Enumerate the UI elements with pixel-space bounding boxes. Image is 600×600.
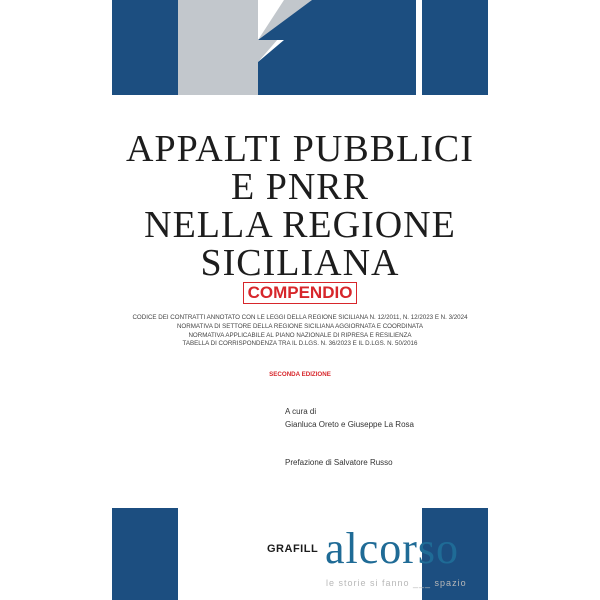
cover-bottom-left-block	[112, 508, 178, 600]
curated-by-label: A cura di	[285, 407, 317, 416]
compendio-label: COMPENDIO	[243, 282, 358, 304]
description-line: CODICE DEI CONTRATTI ANNOTATO CON LE LEGGI DELLA REGIONE SICILIANA N. 12/2011, N. 12/2023 E N. 3/2024	[132, 314, 468, 321]
title-line: SICILIANA	[200, 242, 400, 284]
compendio-badge	[0, 282, 600, 304]
watermark-tagline: le storie si fanno ___ spazio	[326, 578, 467, 588]
authors-text: Gianluca Oreto e Giuseppe La Rosa	[285, 420, 414, 429]
description-line: NORMATIVA DI SETTORE DELLA REGIONE SICILIANA AGGIORNATA E COORDINATA	[176, 322, 424, 330]
edition-label: SECONDA EDIZIONE	[269, 371, 331, 378]
book-title	[0, 130, 600, 282]
title-line: APPALTI PUBBLICI	[126, 128, 474, 170]
title-line: NELLA REGIONE	[144, 204, 456, 246]
cover-top-graphic	[112, 0, 488, 105]
description-lines	[0, 314, 600, 349]
publisher-logo: GRAFILL	[267, 543, 319, 555]
description-line: NORMATIVA APPLICABILE AL PIANO NAZIONALE DI RIPRESA E RESILIENZA	[188, 331, 412, 339]
title-line: E PNRR	[231, 166, 369, 208]
preface-text: Prefazione di Salvatore Russo	[285, 458, 393, 467]
curators-block	[285, 405, 414, 431]
watermark-logo: alcorso	[325, 524, 460, 573]
description-line: TABELLA DI CORRISPONDENZA TRA IL D.LGS. N. 36/2023 E IL D.LGS. N. 50/2016	[182, 340, 418, 348]
